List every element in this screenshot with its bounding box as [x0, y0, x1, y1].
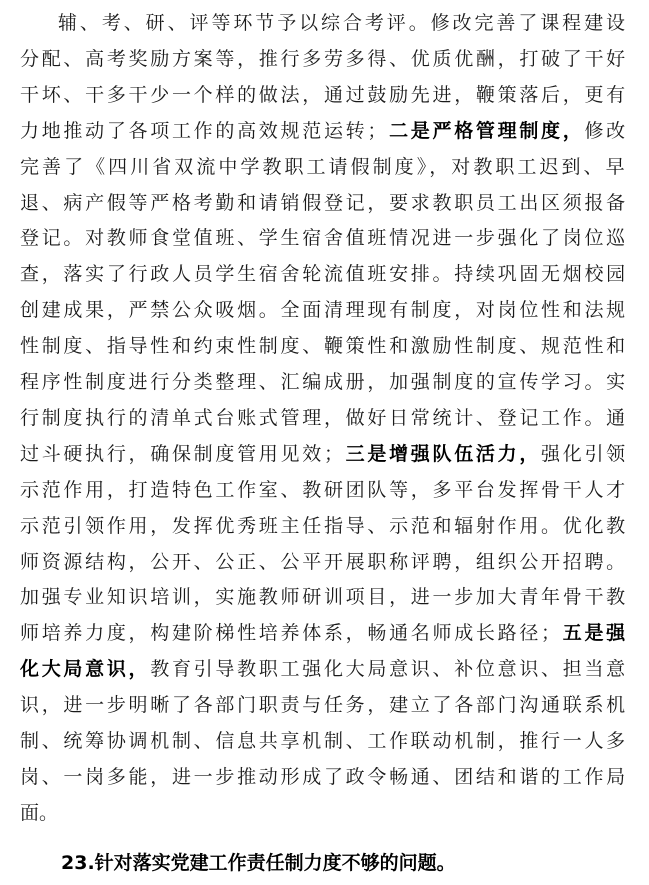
text-line	[20, 221, 628, 255]
text-line	[20, 78, 628, 112]
text-line	[20, 437, 628, 471]
section-heading: 23.针对落实党建工作责任制力度不够的问题。	[61, 852, 456, 874]
text-segment: 师培养力度，构建阶梯性培养体系，畅通名师成长路径；	[20, 622, 563, 645]
text-segment: 干坏、干多干少一个样的做法，通过鼓励先进，鞭策落后，更有	[20, 83, 628, 106]
text-segment: 分配、高考奖励方案等，推行多劳多得、优质优酬，打破了干好	[20, 47, 628, 70]
text-line	[20, 150, 628, 184]
text-line	[20, 401, 628, 435]
text-line	[20, 365, 628, 399]
bold-phrase: 化大局意识，	[20, 658, 151, 681]
text-segment: 面。	[20, 801, 59, 824]
text-line	[20, 652, 628, 686]
text-segment: 退、病产假等严格考勤和请销假登记，要求教职员工出区须报备	[20, 191, 628, 214]
text-segment: 加强专业知识培训，实施教师研训项目，进一步加大青年骨干教	[20, 586, 628, 609]
text-segment: 性制度、指导性和约束性制度、鞭策性和激励性制度、规范性和	[20, 335, 628, 358]
text-segment: 完善了《四川省双流中学教职工请假制度》，对教职工迟到、早	[20, 155, 628, 178]
text-line	[20, 509, 628, 543]
text-line	[20, 257, 628, 291]
text-segment: 登记。对教师食堂值班、学生宿舍值班情况进一步强化了岗位巡	[20, 227, 628, 250]
text-segment: 强化引领	[541, 442, 628, 465]
text-line	[20, 42, 628, 76]
text-segment: 过斗硬执行，确保制度管用见效；	[20, 442, 346, 465]
text-segment: 程序性制度进行分类整理、汇编成册，加强制度的宣传学习。实	[20, 371, 628, 393]
text-segment: 力地推动了各项工作的高效规范运转；	[20, 119, 390, 142]
text-line	[20, 688, 628, 722]
text-line	[20, 114, 628, 148]
text-segment: 修改	[584, 119, 628, 142]
bold-phrase: 五是强	[562, 622, 628, 645]
text-segment: 识，进一步明晰了各部门职责与任务，建立了各部门沟通联系机	[20, 694, 628, 717]
text-segment: 示范引领作用，发挥优秀班主任指导、示范和辐射作用。优化教	[20, 514, 628, 537]
text-segment: 师资源结构，公开、公正、公平开展职称评聘，组织公开招聘。	[20, 550, 628, 573]
text-line	[20, 186, 628, 220]
text-line	[20, 724, 628, 758]
text-segment: 岗、一岗多能，进一步推动形成了政令畅通、团结和谐的工作局	[20, 765, 628, 788]
text-line	[20, 616, 628, 650]
text-line	[20, 545, 628, 579]
text-segment: 查，落实了行政人员学生宿舍轮流值班安排。持续巩固无烟校园	[20, 263, 628, 286]
text-segment: 教育引导教职工强化大局意识、补位意识、担当意	[150, 658, 628, 681]
text-segment: 示范作用，打造特色工作室、教研团队等，多平台发挥骨干人才	[20, 478, 628, 501]
text-segment: 辅、考、研、评等环节予以综合考评。修改完善了课程建设	[58, 12, 628, 34]
bold-phrase: 二是严格管理制度，	[389, 119, 585, 142]
bold-phrase: 三是增强队伍活力，	[345, 442, 542, 465]
text-line	[20, 760, 628, 794]
text-line	[20, 293, 628, 327]
text-line	[20, 6, 628, 40]
text-line	[20, 580, 628, 614]
text-segment: 行制度执行的清单式台账式管理，做好日常统计、登记工作。通	[20, 406, 628, 429]
text-line	[20, 796, 58, 830]
text-segment: 制、统筹协调机制、信息共享机制、工作联动机制，推行一人多	[20, 730, 628, 752]
text-line	[20, 329, 628, 363]
text-line	[20, 473, 628, 507]
text-segment: 创建成果，严禁公众吸烟。全面清理现有制度，对岗位性和法规	[20, 299, 628, 322]
